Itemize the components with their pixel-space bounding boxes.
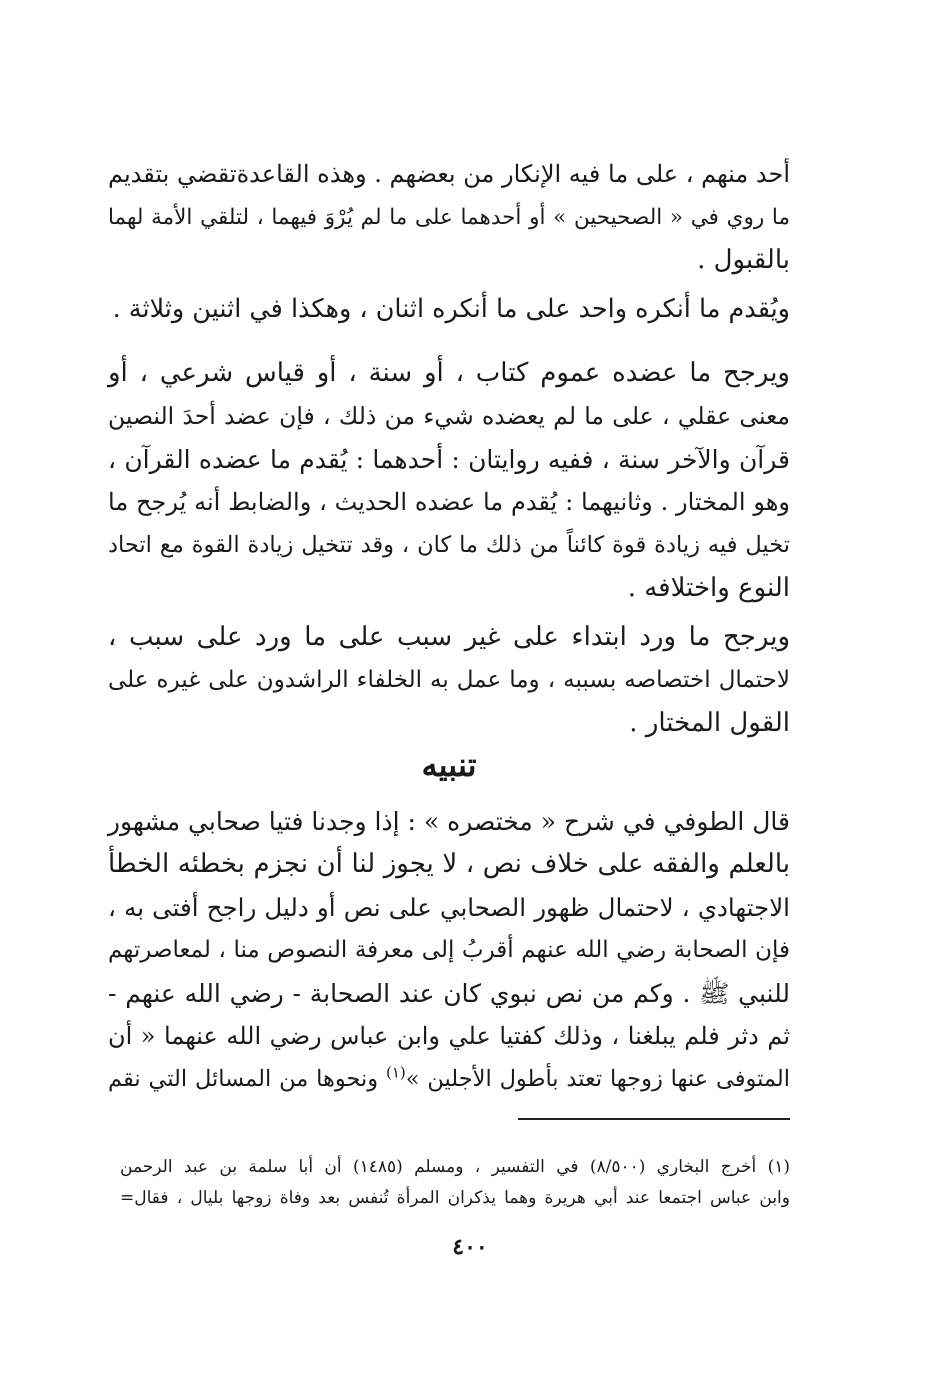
text-line: النوع واختلافه .: [627, 573, 790, 603]
paragraph-4: [108, 616, 790, 745]
text-line: ثم دثر فلم يبلغنا ، وذلك كفتيا علي وابن عباس رضي الله عنهما « أن: [108, 1022, 790, 1050]
text-line: ويرجح ما ورد ابتداء على غير سبب على ما ورد على سبب ،: [108, 622, 790, 652]
text-line: بالعلم والفقه على خلاف نص ، لا يجوز لنا أن نجزم بخطئه الخطأ: [108, 849, 790, 879]
text-line: أحد منهم ، على ما فيه الإنكار من بعضهم . وهذه القاعدةتقضي بتقديم: [108, 160, 790, 188]
text-line: قرآن والآخر سنة ، ففيه روايتان : أحدهما : يُقدم ما عضده القرآن ،: [108, 445, 790, 474]
page-number: ٤٠٠: [452, 1234, 488, 1260]
text-segment: المتوفى عنها زوجها تعتد بأطول الأجلين »: [405, 1066, 790, 1092]
text-line: فإن الصحابة رضي الله عنهم أقربُ إلى معرفة النصوص منا ، لمعاصرتهم: [108, 937, 790, 963]
text-line: بالقبول .: [697, 245, 790, 275]
footnote-marker: (١): [385, 1063, 406, 1082]
paragraph-1: [108, 153, 790, 282]
text-line: الاجتهادي ، لاحتمال ظهور الصحابي على نص أو دليل راجح أفتى به ،: [108, 893, 790, 922]
footnotes: [120, 1152, 790, 1214]
text-line: معنى عقلي ، على ما لم يعضده شيء من ذلك ، فإن عضد أحدَ النصين: [108, 402, 790, 430]
text-line: وهو المختار . وثانيهما : يُقدم ما عضده الحديث ، والضابط أنه يُرجح ما: [108, 488, 790, 516]
text-line: ما روي في « الصحيحين » أو أحدهما على ما لم يُرْوَ فيهما ، لتلقي الأمة لهما: [108, 205, 790, 230]
text-segment: ونحوها من المسائل التي نقم: [108, 1066, 386, 1092]
text-line: [108, 1058, 790, 1101]
footnote-line: وابن عباس اجتمعا عند أبي هريرة وهما يذكران المرأة تُنفس بعد وفاة زوجها بليال ، فقال=: [120, 1188, 790, 1208]
text-line: تخيل فيه زيادة قوة كائناً من ذلك ما كان ، وقد تتخيل زيادة القوة مع اتحاد: [108, 532, 790, 558]
text-line: لاحتمال اختصاصه بسببه ، وما عمل به الخلفاء الراشدون على غيره على: [108, 667, 790, 693]
text-line: القول المختار .: [629, 708, 790, 738]
text-line: قال الطوفي في شرح « مختصره » : إذا وجدنا فتيا صحابي مشهور: [107, 807, 790, 836]
section-heading: تنبيه: [421, 746, 477, 784]
paragraph-5: [108, 800, 790, 1101]
text-line: للنبي ﷺ . وكم من نص نبوي كان عند الصحابة - رضي الله عنهم -: [108, 979, 790, 1008]
footnote-divider: [518, 1118, 790, 1120]
footnote-line: (١) أخرج البخاري (٨/٥٠٠) في التفسير ، ومسلم (١٤٨٥) أن أبا سلمة بن عبد الرحمن: [120, 1157, 791, 1177]
text-line: ويُقدم ما أنكره واحد على ما أنكره اثنان ، وهكذا في اثنين وثلاثة .: [112, 294, 790, 324]
text-line: ويرجح ما عضده عموم كتاب ، أو سنة ، أو قياس شرعي ، أو: [108, 358, 790, 388]
paragraph-2: [108, 288, 790, 331]
paragraph-3: [108, 352, 790, 610]
